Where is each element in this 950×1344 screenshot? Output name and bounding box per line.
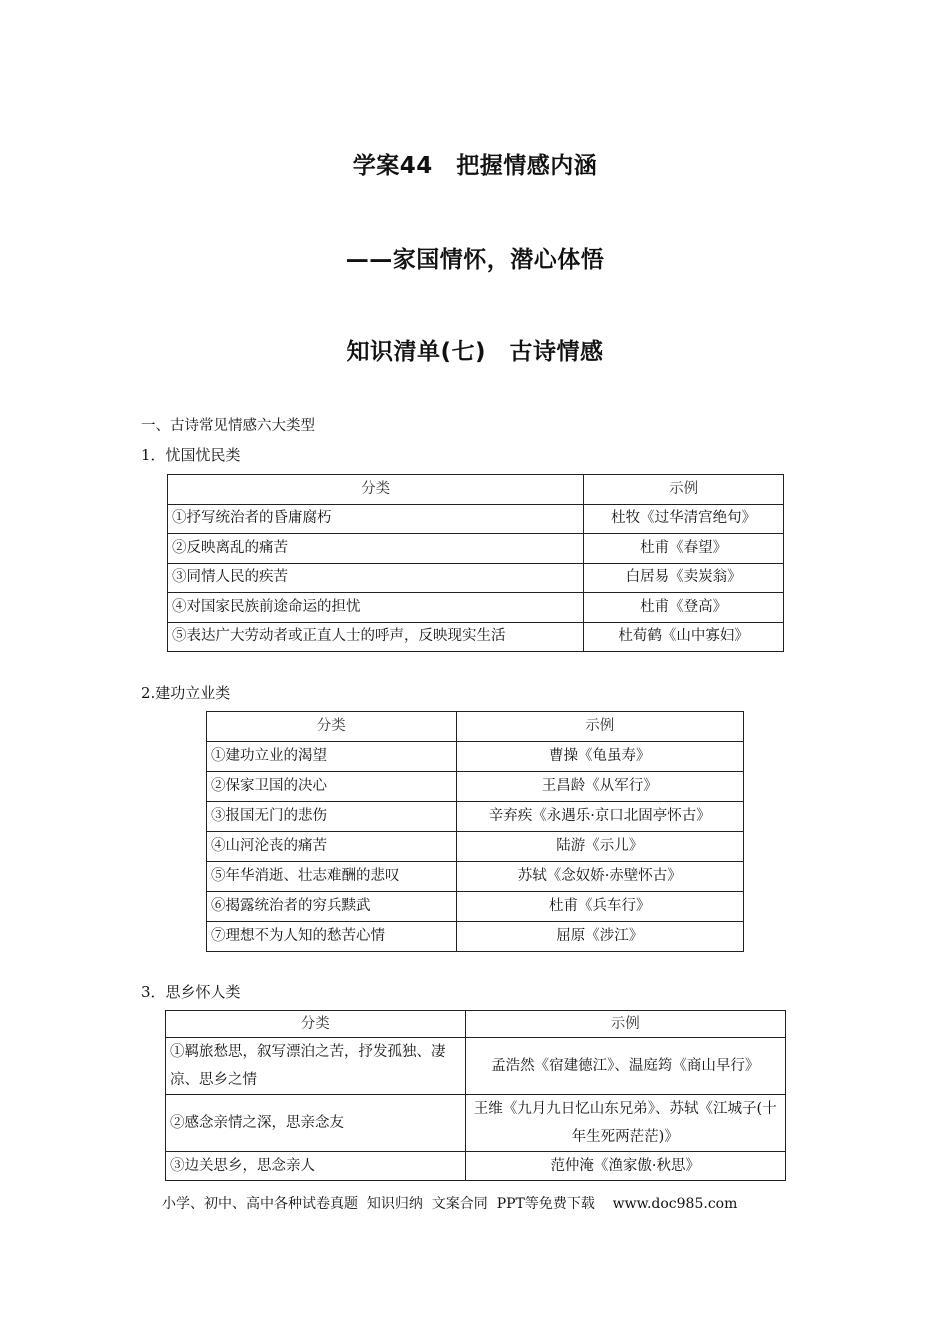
category-cell: ②反映离乱的痛苦 bbox=[168, 534, 584, 564]
column-header-category: 分类 bbox=[168, 475, 584, 505]
main-heading: 一、古诗常见情感六大类型 bbox=[141, 418, 315, 434]
table-header-row bbox=[207, 712, 744, 742]
section-heading-3: 3．思乡怀人类 bbox=[141, 983, 241, 1001]
page-title: 学案44 把握情感内涵 bbox=[352, 153, 598, 179]
table-row bbox=[207, 832, 744, 862]
example-cell: 孟浩然《宿建德江》、温庭筠《商山早行》 bbox=[465, 1038, 786, 1095]
example-cell: 王维《九月九日忆山东兄弟》、苏轼《江城子(十年生死两茫茫)》 bbox=[465, 1095, 786, 1152]
table-row bbox=[168, 622, 784, 652]
table-row bbox=[207, 742, 744, 772]
section-heading-2: 2.建功立业类 bbox=[141, 684, 231, 702]
table-achievement bbox=[206, 711, 744, 952]
table-row bbox=[207, 892, 744, 922]
section-title: 知识清单(七) 古诗情感 bbox=[346, 339, 604, 365]
example-cell: 屈原《涉江》 bbox=[456, 922, 743, 952]
page-footer: 小学、初中、高中各种试卷真题 知识归纳 文案合同 PPT等免费下载 www.doc985.com bbox=[162, 1196, 738, 1212]
column-header-example: 示例 bbox=[465, 1011, 786, 1038]
example-cell: 辛弃疾《永遇乐·京口北固亭怀古》 bbox=[456, 802, 743, 832]
table-row bbox=[207, 772, 744, 802]
table-row bbox=[168, 534, 784, 564]
example-cell: 白居易《卖炭翁》 bbox=[584, 563, 784, 593]
category-cell: ⑥揭露统治者的穷兵黩武 bbox=[207, 892, 457, 922]
category-cell: ①羁旅愁思，叙写漂泊之苦，抒发孤独、凄凉、思乡之情 bbox=[166, 1038, 466, 1095]
table-row bbox=[166, 1038, 786, 1095]
table-row bbox=[207, 802, 744, 832]
category-cell: ⑤表达广大劳动者或正直人士的呼声，反映现实生活 bbox=[168, 622, 584, 652]
table-row bbox=[166, 1095, 786, 1152]
table-row bbox=[166, 1152, 786, 1181]
example-cell: 杜甫《兵车行》 bbox=[456, 892, 743, 922]
table-row bbox=[168, 593, 784, 623]
category-cell: ②保家卫国的决心 bbox=[207, 772, 457, 802]
example-cell: 苏轼《念奴娇·赤壁怀古》 bbox=[456, 862, 743, 892]
category-cell: ①抒写统治者的昏庸腐朽 bbox=[168, 504, 584, 534]
category-cell: ③边关思乡，思念亲人 bbox=[166, 1152, 466, 1181]
category-cell: ⑦理想不为人知的愁苦心情 bbox=[207, 922, 457, 952]
table-row bbox=[168, 504, 784, 534]
example-cell: 范仲淹《渔家傲·秋思》 bbox=[465, 1152, 786, 1181]
column-header-category: 分类 bbox=[207, 712, 457, 742]
example-cell: 曹操《龟虽寿》 bbox=[456, 742, 743, 772]
table-row bbox=[207, 862, 744, 892]
column-header-example: 示例 bbox=[584, 475, 784, 505]
table-header-row bbox=[166, 1011, 786, 1038]
example-cell: 陆游《示儿》 bbox=[456, 832, 743, 862]
category-cell: ④对国家民族前途命运的担忧 bbox=[168, 593, 584, 623]
category-cell: ③报国无门的悲伤 bbox=[207, 802, 457, 832]
page-subtitle: ——家国情怀，潜心体悟 bbox=[345, 247, 605, 273]
table-row bbox=[168, 563, 784, 593]
example-cell: 杜甫《登高》 bbox=[584, 593, 784, 623]
category-cell: ②感念亲情之深，思亲念友 bbox=[166, 1095, 466, 1152]
section-heading-1: 1．忧国忧民类 bbox=[141, 446, 241, 464]
example-cell: 杜荀鹤《山中寡妇》 bbox=[584, 622, 784, 652]
category-cell: ⑤年华消逝、壮志难酬的悲叹 bbox=[207, 862, 457, 892]
column-header-example: 示例 bbox=[456, 712, 743, 742]
column-header-category: 分类 bbox=[166, 1011, 466, 1038]
example-cell: 王昌龄《从军行》 bbox=[456, 772, 743, 802]
category-cell: ③同情人民的疾苦 bbox=[168, 563, 584, 593]
category-cell: ①建功立业的渴望 bbox=[207, 742, 457, 772]
table-homesick bbox=[165, 1010, 786, 1181]
table-header-row bbox=[168, 475, 784, 505]
example-cell: 杜牧《过华清宫绝句》 bbox=[584, 504, 784, 534]
category-cell: ④山河沦丧的痛苦 bbox=[207, 832, 457, 862]
table-worry-country bbox=[167, 474, 784, 652]
example-cell: 杜甫《春望》 bbox=[584, 534, 784, 564]
table-row bbox=[207, 922, 744, 952]
